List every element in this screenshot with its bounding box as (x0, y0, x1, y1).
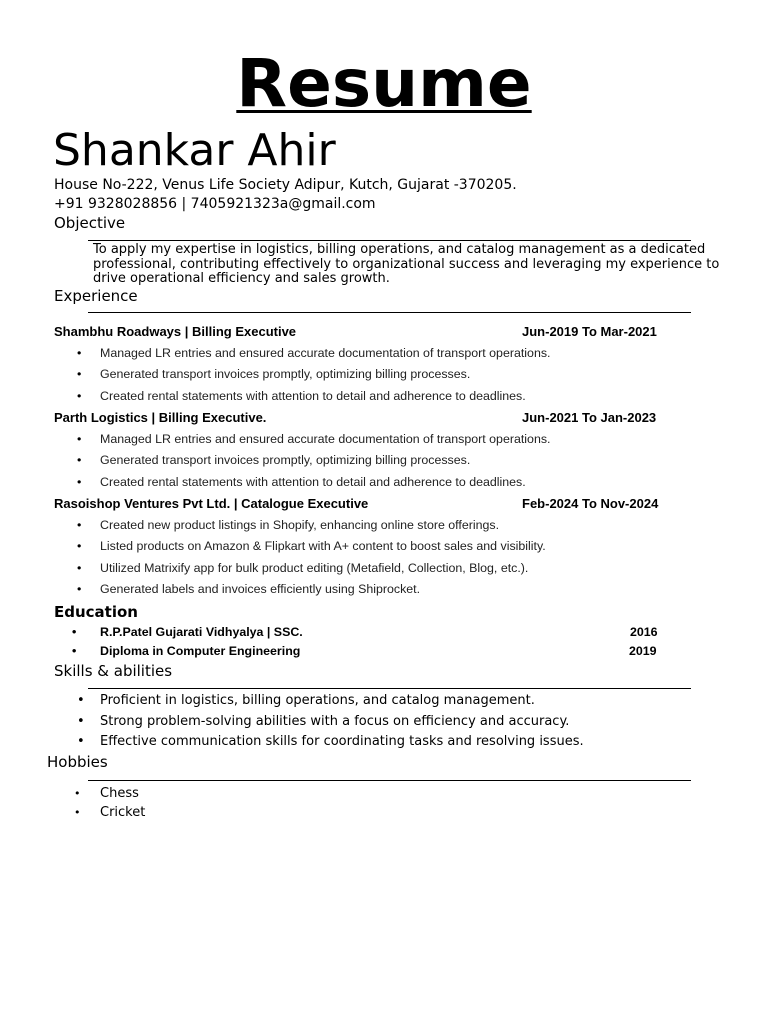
resume-title-text: Resume (236, 45, 532, 122)
address: House No-222, Venus Life Society Adipur, Kutch, Gujarat -370205. (54, 177, 517, 193)
list-item: • Generated transport invoices promptly, optimizing billing processes. (77, 364, 550, 385)
skills-list (77, 691, 584, 753)
list-item: • Effective communication skills for coordinating tasks and resolving issues. (77, 732, 584, 753)
list-item: • Managed LR entries and ensured accurate documentation of transport operations. (77, 343, 550, 364)
list-item: • Managed LR entries and ensured accurate documentation of transport operations. (77, 429, 550, 450)
list-item: • Generated labels and invoices efficiently using Shiprocket. (77, 579, 546, 600)
list-item: • Utilized Matrixify app for bulk product editing (Metafield, Collection, Blog, etc.). (77, 558, 546, 579)
hobbies-heading: Hobbies (47, 753, 108, 771)
job-title: Parth Logistics | Billing Executive. (54, 410, 267, 425)
phone-email: +91 9328028856 | 7405921323a@gmail.com (54, 196, 376, 212)
skills-divider (88, 688, 691, 689)
job-bullets (77, 343, 550, 407)
job-bullets (77, 429, 550, 493)
education-name: Diploma in Computer Engineering (100, 644, 301, 658)
education-bullet: • (72, 625, 77, 639)
job-title: Rasoishop Ventures Pvt Ltd. | Catalogue Executive (54, 496, 369, 511)
list-item: • Created rental statements with attention to detail and adherence to deadlines. (77, 472, 550, 493)
hobbies-list (74, 784, 145, 822)
hobbies-divider (88, 780, 691, 781)
experience-divider (88, 312, 691, 313)
job-dates: Jun-2019 To Mar-2021 (522, 324, 657, 339)
education-year: 2019 (629, 644, 657, 658)
list-item: • Proficient in logistics, billing operations, and catalog management. (77, 691, 584, 712)
objective-heading: Objective (54, 214, 126, 232)
objective-divider (88, 240, 691, 241)
job-dates: Jun-2021 To Jan-2023 (522, 410, 657, 425)
list-item: • Cricket (74, 803, 145, 822)
list-item: • Chess (74, 784, 145, 803)
skills-heading: Skills & abilities (54, 662, 173, 680)
candidate-name: Shankar Ahir (53, 125, 336, 176)
job-bullets (77, 515, 546, 600)
education-name: R.P.Patel Gujarati Vidhyalya | SSC. (100, 625, 303, 639)
experience-heading: Experience (54, 287, 138, 305)
education-year: 2016 (630, 625, 658, 639)
education-heading: Education (54, 603, 138, 621)
list-item: • Created new product listings in Shopify, enhancing online store offerings. (77, 515, 546, 536)
resume-title (0, 44, 768, 124)
list-item: • Created rental statements with attention to detail and adherence to deadlines. (77, 386, 550, 407)
job-title: Shambhu Roadways | Billing Executive (54, 324, 297, 339)
list-item: • Listed products on Amazon & Flipkart with A+ content to boost sales and visibility. (77, 536, 546, 557)
list-item: • Strong problem-solving abilities with a focus on efficiency and accuracy. (77, 712, 584, 733)
objective-text: To apply my expertise in logistics, billing operations, and catalog management as a dedicated professional, contributing effectively to organizational success and leveraging my experience to drive operational efficiency and sales growth. (93, 242, 720, 286)
job-dates: Feb-2024 To Nov-2024 (522, 496, 659, 511)
list-item: • Generated transport invoices promptly, optimizing billing processes. (77, 450, 550, 471)
education-bullet: • (72, 644, 77, 658)
